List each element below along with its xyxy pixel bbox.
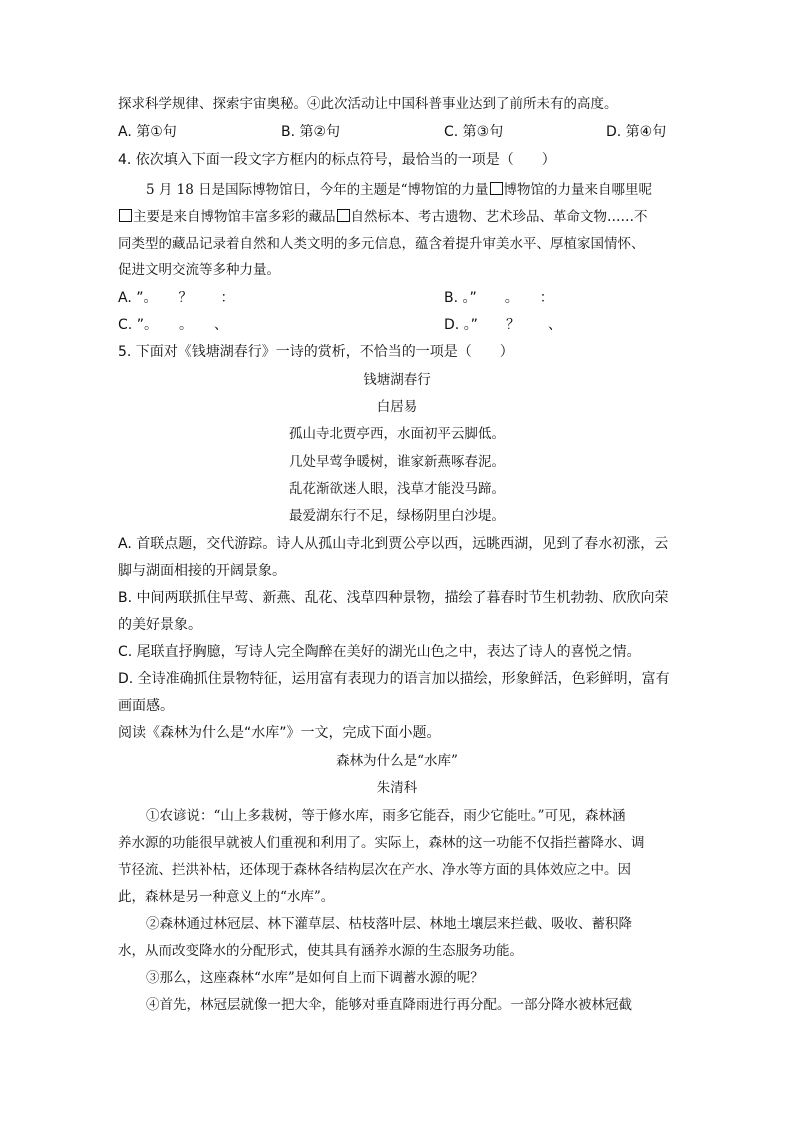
q5-option-b-cont: 的美好景象。 <box>118 617 202 633</box>
q3-option-b: B. 第②句 <box>281 124 341 140</box>
q5-option-c: C. 尾联直抒胸臆，写诗人完全陶醉在美好的湖光山色之中，表达了诗人的喜悦之情。 <box>118 644 641 660</box>
option-label: D. <box>444 317 460 333</box>
passage-line: 促进文明交流等多种力量。 <box>118 262 280 278</box>
q4-option-b <box>444 288 554 308</box>
option-marks: ”。 ？ ： <box>136 290 235 306</box>
article-line: ④首先，林冠层就像一把大伞，能够对垂直降雨进行再分配。一部分降水被林冠截 <box>146 997 632 1013</box>
q5-option-d: D. 全诗准确抓住景物特征，运用富有表现力的语言加以描绘，形象鲜活，色彩鲜明，富有 <box>118 671 670 687</box>
option-marks: ”。 。 、 <box>136 317 228 333</box>
q3-option-c: C. 第③句 <box>444 124 504 140</box>
question-5-stem: 5. 下面对《钱塘湖春行》一诗的赏析，不恰当的一项是（ ） <box>118 344 514 360</box>
article-line: 养水源的功能很早就被人们重视和利用了。实际上，森林的这一功能不仅指拦蓄降水、调 <box>118 835 645 851</box>
option-marks: 。” ？ 、 <box>463 317 562 333</box>
passage-text: 博物馆的力量来自哪里呢 <box>503 182 653 198</box>
q4-option-c <box>118 315 228 335</box>
q3-option-d: D. 第④句 <box>606 124 667 140</box>
passage-text: 5 月 18 日是国际博物馆日，今年的主题是“博物馆的力量 <box>146 182 489 198</box>
poem-author: 白居易 <box>376 399 418 415</box>
q5-option-b: B. 中间两联抓住早莺、新燕、乱花、浅草四种景物，描绘了暮春时节生机勃勃、欣欣向荣 <box>118 590 669 606</box>
question-4-stem: 4. 依次填入下面一段文字方框内的标点符号，最恰当的一项是（ ） <box>118 152 556 168</box>
passage-line: 同类型的藏品记录着自然和人类文明的多元信息，蕴含着提升审美水平、厚植家国情怀、 <box>118 236 645 252</box>
passage-text: 主要是来自博物馆丰富多彩的藏品 <box>133 209 336 225</box>
article-line: ③那么，这座森林“水库”是如何自上而下调蓄水源的呢？ <box>146 970 484 986</box>
blank-box <box>119 209 132 222</box>
article-line: 水，从而改变降水的分配形式，使其具有涵养水源的生态服务功能。 <box>118 943 523 959</box>
article-title: 森林为什么是“水库” <box>336 753 458 769</box>
q5-option-a-cont: 脚与湖面相接的开阔景象。 <box>118 563 286 579</box>
q5-option-a: A. 首联点题，交代游踪。诗人从孤山寺北到贾公亭以西，远眺西湖，见到了春水初涨，云 <box>118 536 669 552</box>
option-label: A. <box>118 290 132 306</box>
q4-option-d <box>444 315 562 335</box>
passage-line <box>146 180 652 200</box>
blank-box <box>490 182 503 195</box>
article-line: 此，森林是另一种意义上的“水库”。 <box>118 889 335 905</box>
text-line: 探求科学规律、探索宇宙奥秘。④此次活动让中国科普事业达到了前所未有的高度。 <box>118 96 618 112</box>
reading-instruction: 阅读《森林为什么是“水库”》一文，完成下面小题。 <box>118 725 441 741</box>
article-line: ①农谚说：“山上多栽树，等于修水库，雨多它能吞，雨少它能吐。”可见，森林涵 <box>146 808 626 824</box>
passage-text: 自然标本、考古遗物、艺术珍品、革命文物……不 <box>350 209 648 225</box>
passage-line <box>118 207 648 227</box>
poem-line: 最爱湖东行不足，绿杨阴里白沙堤。 <box>289 508 505 524</box>
article-line: ②森林通过林冠层、林下灌草层、枯枝落叶层、林地土壤层来拦截、吸收、蓄积降 <box>146 916 632 932</box>
poem-line: 乱花渐欲迷人眼，浅草才能没马蹄。 <box>289 481 505 497</box>
q3-option-a: A. 第①句 <box>118 124 177 140</box>
blank-box <box>337 209 350 222</box>
option-marks: 。” 。 ： <box>462 290 554 306</box>
poem-line: 几处早莺争暖树，谁家新燕啄春泥。 <box>289 454 505 470</box>
q4-option-a <box>118 288 235 308</box>
option-label: B. <box>444 290 459 306</box>
option-label: C. <box>118 317 133 333</box>
article-author: 朱清科 <box>376 780 418 796</box>
poem-line: 孤山寺北贾亭西，水面初平云脚低。 <box>289 426 505 442</box>
poem-title: 钱塘湖春行 <box>363 372 431 388</box>
article-line: 节径流、拦洪补枯，还体现于森林各结构层次在产水、净水等方面的具体效应之中。因 <box>118 862 631 878</box>
q5-option-d-cont: 画面感。 <box>118 698 174 714</box>
